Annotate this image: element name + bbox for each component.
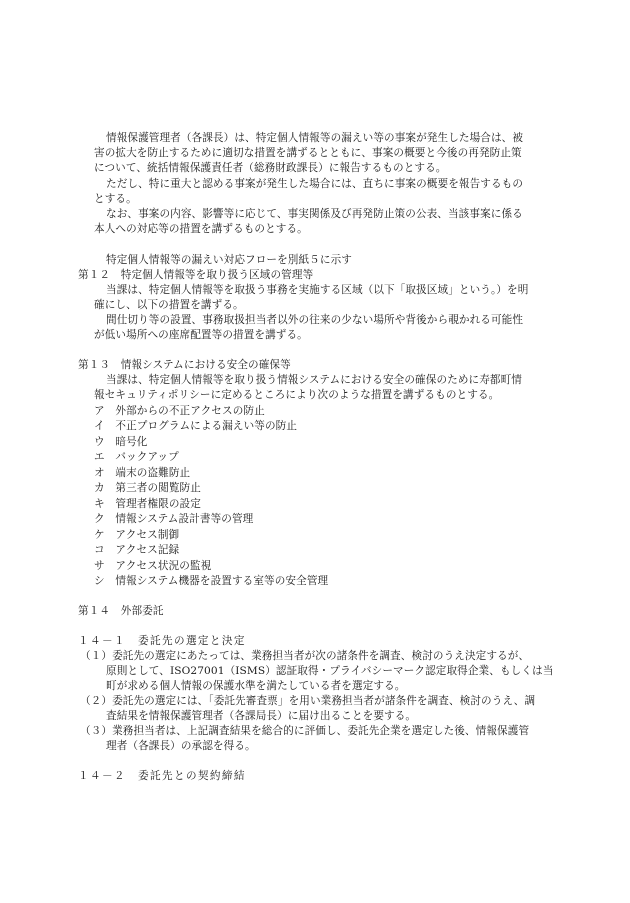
section-14-heading: 第１４ 外部委託 (78, 605, 164, 617)
item-2-line-1: （２）委託先の選定には、「委託先審査票」を用い業務担当者が諸条件を調査、検討のうえ、調 (80, 695, 536, 707)
item-1-line-3: 町が求める個人情報の保護水準を満たしている者を選定する。 (106, 680, 406, 692)
intro-paragraph-3-line-2: 本人への対応等の措置を講ずるものとする。 (94, 223, 308, 235)
list-item: コ アクセス記録 (94, 544, 180, 556)
item-2-line-2: 査結果を情報保護管理者（各課局長）に届け出ることを要する。 (106, 710, 417, 722)
list-item: オ 端末の盗難防止 (94, 467, 191, 479)
intro-paragraph-2-line-1: ただし、特に重大と認める事案が発生した場合には、直ちに事案の概要を報告するもの (106, 178, 524, 190)
list-item: カ 第三者の閲覧防止 (94, 482, 201, 494)
section-13-line-2: 報セキュリティポリシーに定めるところにより次のような措置を講ずるものとする。 (94, 389, 500, 401)
list-item: イ 不正プログラムによる漏えい等の防止 (94, 420, 298, 432)
list-item: サ アクセス状況の監視 (94, 560, 212, 572)
list-item: ウ 暗号化 (94, 436, 148, 448)
section-13-heading: 第１３ 情報システムにおける安全の確保等 (78, 359, 291, 371)
subsection-14-2-heading: １４－２ 委託先との契約締結 (78, 770, 246, 782)
list-item: キ 管理者権限の設定 (94, 498, 201, 510)
item-3-line-1: （３）業務担当者は、上記調査結果を総合的に評価し、委託先企業を選定した後、情報保護管 (80, 725, 530, 737)
section-12-line-3: 間仕切り等の設置、事務取扱担当者以外の往来の少ない場所や背後から覗かれる可能性 (106, 314, 524, 326)
list-item: ケ アクセス制御 (94, 529, 180, 541)
intro-paragraph-1-line-2: 害の拡大を防止するために適切な措置を講ずるとともに、事案の概要と今後の再発防止策 (94, 147, 522, 159)
list-item: ク 情報システム設計書等の管理 (94, 513, 254, 525)
section-12-heading: 第１２ 特定個人情報等を取り扱う区域の管理等 (78, 269, 314, 281)
item-1-line-1: （１）委託先の選定にあたっては、業務担当者が次の諸条件を調査、検討のうえ決定するが、 (80, 650, 530, 662)
flow-note: 特定個人情報等の漏えい対応フローを別紙５に示す (106, 254, 352, 266)
item-1-line-2: 原則として、ISO27001（ISMS）認証取得・プライバシーマーク認定取得企業、もしくは当 (106, 665, 554, 677)
item-3-line-2: 理者（各課長）の承認を得る。 (106, 740, 256, 752)
subsection-14-1-heading: １４－１ 委託先の選定と決定 (78, 635, 246, 647)
section-12-line-1: 当課は、特定個人情報等を取扱う事務を実施する区域（以下「取扱区域」という。）を明 (106, 284, 529, 296)
intro-paragraph-3-line-1: なお、事案の内容、影響等に応じて、事実関係及び再発防止策の公表、当該事案に係る (106, 208, 523, 220)
section-12-line-2: 確にし、以下の措置を講ずる。 (94, 299, 244, 311)
intro-paragraph-1-line-1: 情報保護管理者（各課長）は、特定個人情報等の漏えい等の事案が発生した場合は、被 (106, 132, 524, 144)
section-12-line-4: が低い場所への座席配置等の措置を講ずる。 (94, 329, 308, 341)
section-13-line-1: 当課は、特定個人情報等を取り扱う情報システムにおける安全の確保のために寿都町情 (106, 374, 522, 386)
list-item: ア 外部からの不正アクセスの防止 (94, 405, 265, 417)
intro-paragraph-1-line-3: について、統括情報保護責任者（総務財政課長）に報告するものとする。 (94, 162, 447, 174)
list-item: エ バックアップ (94, 451, 179, 463)
list-item: シ 情報システム機器を設置する室等の安全管理 (94, 575, 329, 587)
intro-paragraph-2-line-2: とする。 (94, 193, 137, 205)
